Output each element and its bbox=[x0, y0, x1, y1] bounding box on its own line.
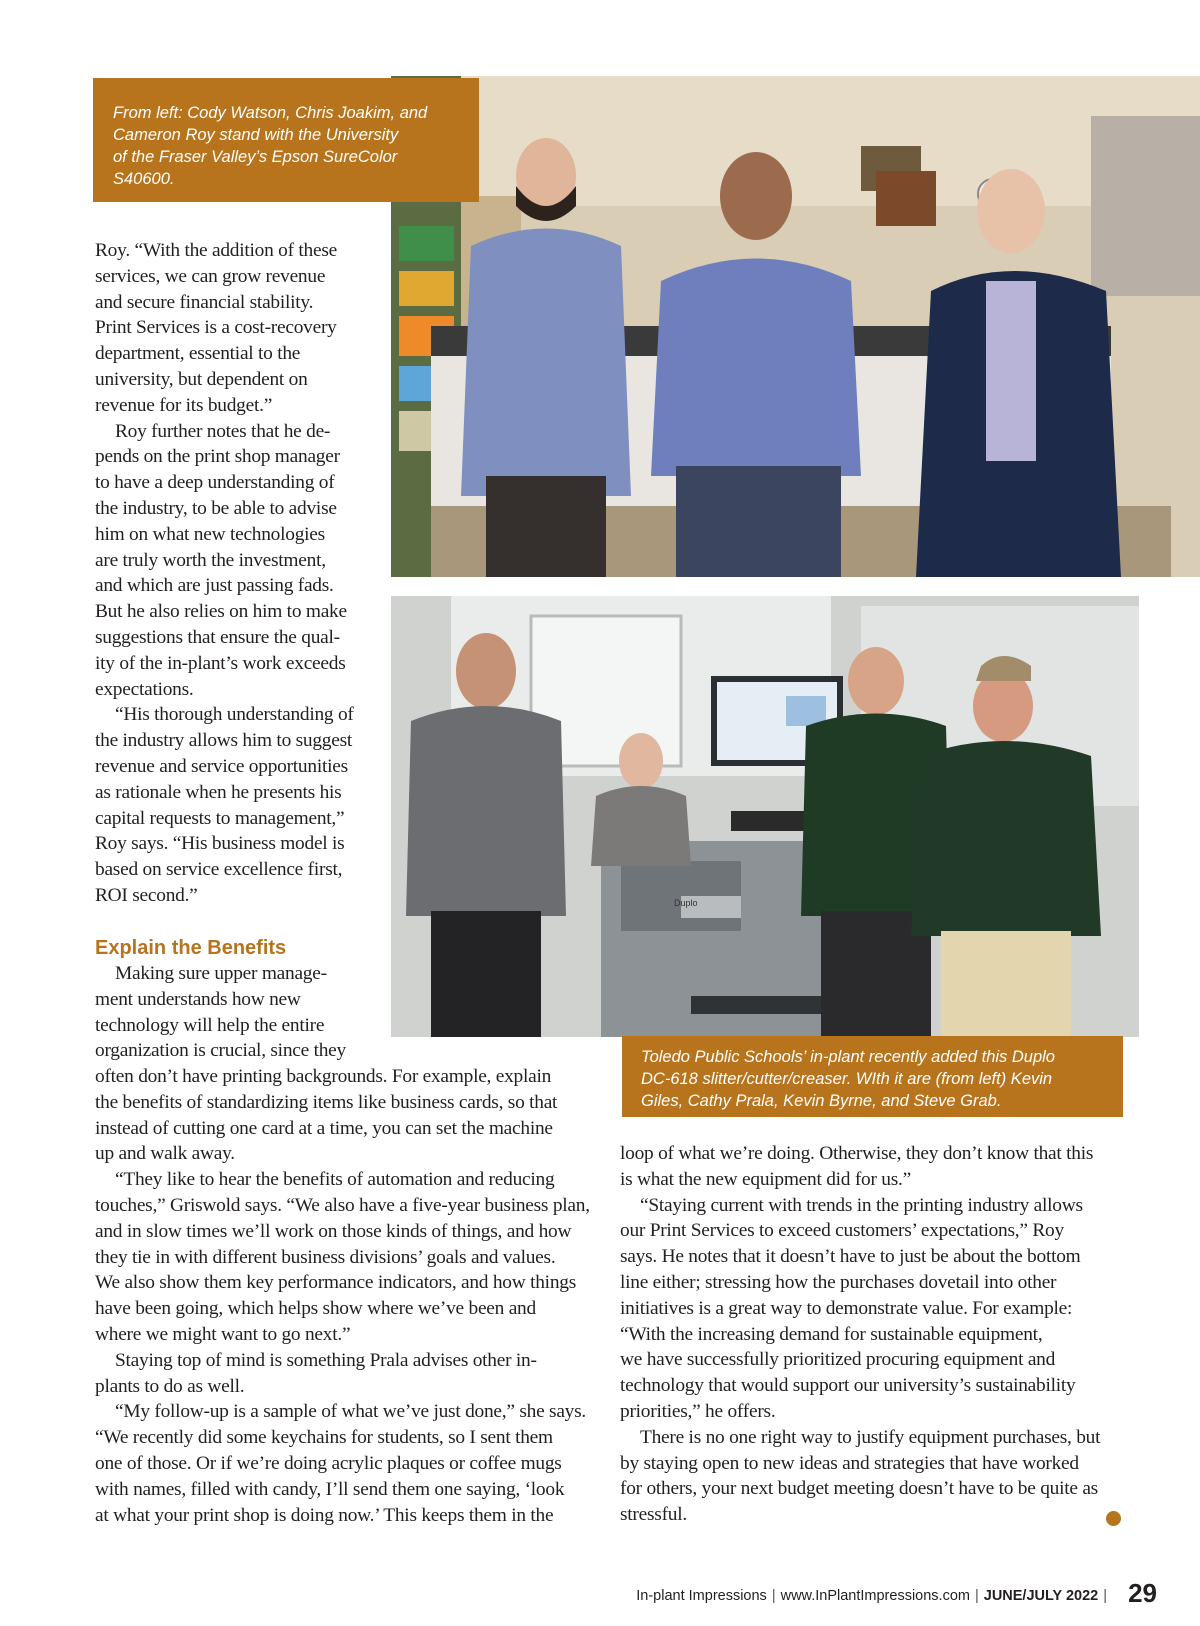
text-line: revenue for its budget.” bbox=[95, 394, 273, 416]
article-paragraph bbox=[95, 1399, 605, 1528]
text-line: are truly worth the investment, bbox=[95, 549, 326, 571]
text-line: Roy says. “His business model is bbox=[95, 833, 345, 855]
text-line: initiatives is a great way to demonstrate value. For example: bbox=[620, 1297, 1073, 1319]
footer-separator: | bbox=[1103, 1588, 1107, 1604]
text-line: the benefits of standardizing items like business cards, so that bbox=[95, 1091, 558, 1113]
text-line: to have a deep understanding of bbox=[95, 472, 335, 494]
text-line: and in slow times we’ll work on those kinds of things, and how bbox=[95, 1220, 572, 1242]
footer-website[interactable]: www.InPlantImpressions.com bbox=[780, 1588, 970, 1604]
text-line: the industry allows him to suggest bbox=[95, 730, 353, 752]
end-of-article-dot bbox=[1106, 1511, 1121, 1526]
article-paragraph bbox=[95, 1167, 605, 1348]
caption-line: S40600. bbox=[113, 170, 175, 188]
text-line: “Staying current with trends in the printing industry allows bbox=[640, 1194, 1083, 1216]
photo-duplo-machine-team bbox=[391, 596, 1139, 1037]
article-paragraph bbox=[620, 1425, 1140, 1528]
text-line: Print Services is a cost-recovery bbox=[95, 317, 337, 339]
text-line: says. He notes that it doesn’t have to just be about the bottom bbox=[620, 1246, 1081, 1268]
text-line: “With the increasing demand for sustainable equipment, bbox=[620, 1323, 1043, 1345]
text-line: But he also relies on him to make bbox=[95, 601, 347, 623]
text-line: one of those. Or if we’re doing acrylic plaques or coffee mugs bbox=[95, 1452, 562, 1474]
section-heading: Explain the Benefits bbox=[95, 937, 287, 959]
caption-line: Cameron Roy stand with the University bbox=[113, 126, 399, 144]
article-paragraph bbox=[95, 702, 375, 908]
text-line: as rationale when he presents his bbox=[95, 781, 342, 803]
text-line: based on service excellence first, bbox=[95, 859, 343, 881]
text-line: ity of the in-plant’s work exceeds bbox=[95, 652, 346, 674]
text-line: university, but dependent on bbox=[95, 368, 308, 390]
article-column-left-wide bbox=[95, 1064, 605, 1528]
text-line: where we might want to go next.” bbox=[95, 1323, 351, 1345]
text-line: him on what new technologies bbox=[95, 523, 325, 545]
text-line: ROI second.” bbox=[95, 884, 198, 906]
text-line: We also show them key performance indicators, and how things bbox=[95, 1272, 577, 1294]
text-line: touches,” Griswold says. “We also have a five-year business plan, bbox=[95, 1194, 590, 1216]
text-line: loop of what we’re doing. Otherwise, they don’t know that this bbox=[620, 1143, 1094, 1164]
text-line: the industry, to be able to advise bbox=[95, 497, 337, 519]
text-line: Making sure upper manage- bbox=[115, 963, 327, 984]
text-line: stressful. bbox=[620, 1504, 687, 1526]
footer-issue: JUNE/JULY 2022 bbox=[983, 1588, 1099, 1604]
text-line: they tie in with different business divisions’ goals and values. bbox=[95, 1246, 556, 1268]
text-line: ment understands how new bbox=[95, 988, 301, 1010]
text-line: and which are just passing fads. bbox=[95, 575, 334, 597]
text-line: line either; stressing how the purchases dovetail into other bbox=[620, 1271, 1057, 1293]
caption-line: of the Fraser Valley’s Epson SureColor bbox=[113, 148, 398, 166]
text-line: suggestions that ensure the qual- bbox=[95, 626, 340, 648]
text-line: and secure financial stability. bbox=[95, 291, 314, 313]
article-paragraph bbox=[95, 238, 375, 419]
caption-line: Toledo Public Schools’ in-plant recently added this Duplo bbox=[641, 1048, 1055, 1066]
machine-label: Duplo bbox=[674, 898, 698, 908]
article-paragraph bbox=[95, 1348, 605, 1400]
article-paragraph bbox=[95, 961, 380, 1064]
text-line: our Print Services to exceed customers’ expectations,” Roy bbox=[620, 1220, 1064, 1242]
text-line: “We recently did some keychains for students, so I sent them bbox=[95, 1427, 553, 1449]
article-paragraph bbox=[620, 1193, 1140, 1425]
footer-publication: In-plant Impressions bbox=[636, 1588, 767, 1604]
text-line: revenue and service opportunities bbox=[95, 755, 348, 777]
text-line: capital requests to management,” bbox=[95, 807, 345, 829]
caption-line: From left: Cody Watson, Chris Joakim, and bbox=[113, 104, 428, 122]
text-line: often don’t have printing backgrounds. For example, explain bbox=[95, 1066, 552, 1087]
text-line: expectations. bbox=[95, 678, 194, 700]
photo-bottom-caption bbox=[622, 1036, 1123, 1117]
text-line: with names, filled with candy, I’ll send them one saying, ‘look bbox=[95, 1478, 565, 1500]
page-number: 29 bbox=[1128, 1578, 1157, 1608]
text-line: plants to do as well. bbox=[95, 1375, 245, 1397]
article-paragraph bbox=[95, 1064, 605, 1167]
article-paragraph bbox=[620, 1141, 1140, 1193]
text-line: department, essential to the bbox=[95, 343, 301, 365]
text-line: Roy. “With the addition of these bbox=[95, 240, 337, 261]
text-line: Roy further notes that he de- bbox=[115, 420, 331, 442]
article-column-left-narrow bbox=[95, 238, 375, 909]
text-line: There is no one right way to justify equipment purchases, but bbox=[640, 1426, 1101, 1448]
text-line: organization is crucial, since they bbox=[95, 1040, 346, 1062]
text-line: services, we can grow revenue bbox=[95, 265, 326, 287]
text-line: technology will help the entire bbox=[95, 1014, 325, 1036]
text-line: we have successfully prioritized procuring equipment and bbox=[620, 1349, 1056, 1371]
text-line: by staying open to new ideas and strategies that have worked bbox=[620, 1452, 1079, 1474]
text-line: at what your print shop is doing now.’ This keeps them in the bbox=[95, 1504, 554, 1526]
text-line: instead of cutting one card at a time, you can set the machine bbox=[95, 1117, 553, 1139]
photo-duplo-machine-team-image bbox=[391, 596, 1139, 1037]
caption-line: Giles, Cathy Prala, Kevin Byrne, and Steve Grab. bbox=[641, 1092, 1002, 1110]
page-footer bbox=[636, 1588, 1112, 1604]
text-line: technology that would support our university’s sustainability bbox=[620, 1375, 1076, 1397]
text-line: have been going, which helps show where we’ve been and bbox=[95, 1298, 536, 1320]
article-column-right bbox=[620, 1141, 1140, 1528]
article-column-left-mid bbox=[95, 961, 380, 1064]
text-line: “His thorough understanding of bbox=[115, 704, 354, 726]
text-line: pends on the print shop manager bbox=[95, 446, 340, 468]
text-line: is what the new equipment did for us.” bbox=[620, 1168, 911, 1190]
text-line: “They like to hear the benefits of automation and reducing bbox=[115, 1169, 555, 1191]
caption-line: DC-618 slitter/cutter/creaser. WIth it are (from left) Kevin bbox=[641, 1070, 1053, 1088]
text-line: Staying top of mind is something Prala advises other in- bbox=[115, 1349, 537, 1371]
footer-separator: | bbox=[974, 1588, 979, 1604]
text-line: for others, your next budget meeting doesn’t have to be quite as bbox=[620, 1478, 1098, 1500]
text-line: priorities,” he offers. bbox=[620, 1400, 776, 1422]
text-line: up and walk away. bbox=[95, 1143, 235, 1165]
text-line: “My follow-up is a sample of what we’ve just done,” she says. bbox=[115, 1401, 587, 1423]
photo-print-shop-team-image bbox=[391, 76, 1200, 577]
photo-top-caption bbox=[93, 78, 479, 202]
article-paragraph bbox=[95, 419, 375, 703]
footer-separator: | bbox=[771, 1588, 776, 1604]
photo-print-shop-team bbox=[391, 76, 1200, 577]
